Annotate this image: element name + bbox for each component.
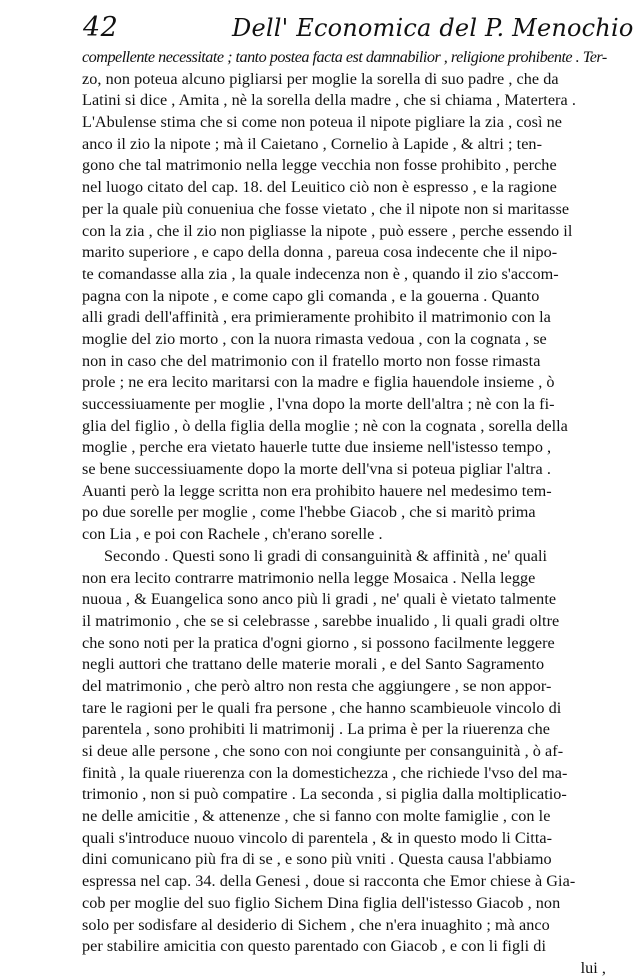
paragraph-start-line: Secondo . Questi sono li gradi di consanguinità & affinità , ne' quali [104,546,548,565]
text-line: con la zia , che il zio non pigliasse la nipote , può essere , perche essendo il [82,221,573,240]
text-line: il matrimonio , che se si celebrasse , sarebbe inualido , li quali gradi oltre [82,611,560,630]
text-line: quali s'introduce nuouo vincolo di parentela , & in questo modo li Citta- [82,828,553,847]
text-line: nel luogo citato del cap. 18. del Leuitico ciò non è espresso , e la ragione [82,178,557,197]
text-line: marito superiore , e capo della donna , pareua cosa indecente che il nipo- [82,243,558,262]
body-text [82,47,612,980]
text-line: nuoua , & Euangelica sono anco più li gradi , ne' quali è vietato talmente [82,590,557,609]
text-line: per stabilire amicitia con questo parentado con Giacob , e con li figli di [82,937,546,956]
page-number: 42 [83,12,119,43]
text-line: glia del figlio , ò della figlia della moglie ; nè con la cognata , sorella della [82,416,568,435]
text-line: anco il zio la nipote ; mà il Caietano , Cornelio à Lapide , & altri ; ten- [82,134,543,153]
text-line: dini comunicano più fra di se , e sono più vniti . Questa causa l'abbiamo [82,850,552,869]
text-line: zo, non poteua alcuno pigliarsi per moglie la sorella di suo padre , che da [82,69,559,88]
text-line: alli gradi dell'affinità , era primieramente prohibito il matrimonio con la [82,308,551,327]
text-line: prole ; ne era lecito maritarsi con la madre e figlia hauendole insieme , ò [82,373,555,392]
text-line: tare le ragioni per le quali fra persone , che hanno scambieuole vincolo di [82,698,562,717]
text-line: te comandasse alla zia , la quale indecenza non è , quando il zio s'accom- [82,264,559,283]
text-line: del matrimonio , che però altro non resta che aggiungere , se non appor- [82,676,552,695]
text-line: moglie , perche era vietato hauerle tutte due insieme nell'istesso tempo , [82,438,552,457]
text-line: compellente necessitate ; tanto postea facta est damnabilior , religione prohibente . Ter- [82,48,607,66]
text-line: negli auttori che trattano delle materie morali , e del Santo Sagramento [82,655,545,674]
text-line: Auanti però la legge scritta non era prohibito hauere nel medesimo tem- [82,481,552,500]
text-line: po due sorelle per moglie , come l'hebbe Giacob , che si maritò prima [82,503,536,522]
text-line: Latini si dice , Amita , nè la sorella della madre , che si chiama , Matertera . [82,91,576,110]
text-line: cob per moglie del suo figlio Sichem Dina figlia dell'istesso Giacob , non [82,893,561,912]
text-line: per la quale più conueniua che fosse vietato , che il nipote non si maritasse [82,199,570,218]
text-line: finità , la quale riuerenza con la domestichezza , che richiede l'vso del ma- [82,763,568,782]
text-line: espressa nel cap. 34. della Genesi , doue si racconta che Emor chiese à Gia- [82,872,576,891]
text-line: moglie del zio morto , con la nuora rimasta vedoua , con la cognata , se [82,329,547,348]
catchword: lui , [580,958,606,977]
text-line: successiuamente per moglie , l'vna dopo la morte dell'altra ; nè con la fi- [82,395,555,413]
text-line: L'Abulense stima che si come non poteua il nipote pigliare la zia , così ne [82,113,563,132]
text-line: pagna con la nipote , e come capo gli comanda , e la gouerna . Quanto [82,286,540,305]
text-line: se bene successiuamente dopo la morte dell'vna si poteua pigliar l'altra . [82,460,551,479]
text-line: si deue alle persone , che sono con noi congiunte per consanguinità , ò af- [82,742,564,760]
text-line: parentela , sono prohibiti li matrimonij . La prima è per la riuerenza che [82,720,551,739]
text-line: con Lia , e poi con Rachele , ch'erano sorelle . [82,525,383,544]
text-line: solo per sodisfare al desiderio di Sichem , che n'era inuaghito ; mà anco [82,915,550,934]
text-line: che sono noti per la pratica d'ogni giorno , si possono facilmente leggere [82,633,555,652]
text-line: non in caso che del matrimonio con il fratello morto non fosse rimasta [82,351,541,370]
text-line: trimonio , non si può compatire . La seconda , si piglia dalla moltiplicatio- [82,785,567,804]
running-title: Dell' Economica del P. Menochio [232,14,634,42]
text-line: non era lecito contrarre matrimonio nella legge Mosaica . Nella legge [82,568,536,587]
text-line: gono che tal matrimonio nella legge vecchia non fosse prohibito , perche [82,156,557,175]
text-line: ne delle amicitie , & attenenze , che si fanno con molte famiglie , con le [82,807,551,826]
